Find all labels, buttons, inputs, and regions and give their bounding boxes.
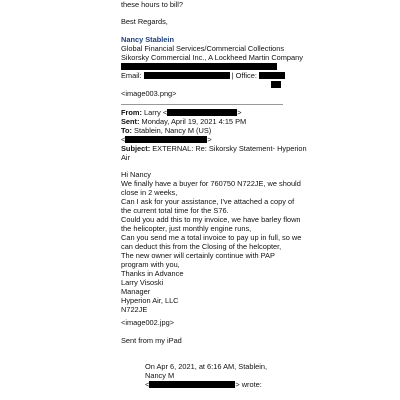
image-ref-block (121, 318, 174, 327)
signature-contact-cont (121, 80, 303, 89)
sent-label: Sent: (121, 117, 140, 126)
to-value: Stablein, Nancy M (US) (134, 126, 212, 135)
quote-open: < (145, 380, 150, 389)
cc-open: < (121, 135, 126, 144)
body-line: can deduct this from the Closing of the helcopter, (121, 242, 282, 251)
subject-value: EXTERNAL: Re: Sikorsky Statement- Hyperion (152, 144, 307, 153)
signature-redacted-line (121, 62, 303, 71)
message-body (121, 170, 301, 314)
quote-line-2: Nancy M (145, 371, 175, 380)
closing-text: Best Regards, (121, 17, 168, 26)
signature-name: Nancy Stablein (121, 35, 174, 44)
body-line: program with you, (121, 260, 180, 269)
top-line: these hours to bill? (121, 0, 184, 9)
sent-value: Monday, April 19, 2021 4:15 PM (141, 117, 247, 126)
body-line: Hi Nancy (121, 170, 151, 179)
quote-close: > wrote: (235, 380, 262, 389)
image-ref: <image002.jpg> (121, 318, 175, 327)
from-close: > (237, 108, 242, 117)
redaction-bar (125, 136, 207, 143)
subject-line-cont: Air (121, 153, 131, 162)
office-label: | Office: (231, 71, 257, 80)
sent-from: Sent from my iPad (121, 336, 182, 345)
body-line: Manager (121, 287, 151, 296)
sent-from-block (121, 336, 182, 345)
body-line: We finally have a buyer for 760750 N722JE, we should (121, 179, 301, 188)
body-line: Can I ask for your assistance, I've attached a copy of (121, 197, 295, 206)
body-line: Thanks in Advance (121, 269, 184, 278)
body-line: the helicopter, just monthly engine runs, (121, 224, 252, 233)
quoted-header (145, 362, 267, 389)
body-line: Can you send me a total invoice to pay up in full, so we (121, 233, 302, 242)
cc-close: > (207, 135, 212, 144)
quote-line-3 (145, 380, 267, 389)
quote-line-1: On Apr 6, 2021, at 6:16 AM, Stablein, (145, 362, 268, 371)
to-line (121, 126, 307, 135)
message-header (121, 108, 307, 162)
closing (121, 17, 168, 26)
signature-image-ref: <image003.png> (121, 89, 177, 98)
previous-message-fragment (121, 0, 183, 9)
body-line: Hyperion Air, LLC (121, 296, 179, 305)
body-line: the current total time for the S76. (121, 206, 229, 215)
redaction-bar (167, 109, 237, 116)
sent-line (121, 117, 307, 126)
to-line-cont (121, 135, 307, 144)
body-line: The new owner will certainly continue with PAP (121, 251, 275, 260)
from-line (121, 108, 307, 117)
email-label: Email: (121, 71, 142, 80)
from-label: From: (121, 108, 142, 117)
body-line: close in 2 weeks, (121, 188, 178, 197)
from-value: Larry < (144, 108, 168, 117)
signature-company: Sikorsky Commercial Inc., A Lockheed Martin Company (121, 53, 303, 62)
subject-label: Subject: (121, 144, 151, 153)
redaction-bar (149, 381, 235, 388)
body-line: Larry Visoski (121, 278, 164, 287)
redaction-bar (259, 72, 285, 79)
signature-block (121, 35, 303, 98)
to-label: To: (121, 126, 132, 135)
body-line: Could you add this to my invoice, we have barley flown (121, 215, 301, 224)
redaction-bar (271, 81, 281, 88)
redaction-bar (121, 63, 277, 70)
header-divider (121, 104, 283, 105)
subject-line (121, 144, 307, 153)
signature-contact (121, 71, 303, 80)
body-line: N722JE (121, 305, 148, 314)
redaction-bar (144, 72, 230, 79)
signature-dept: Global Financial Services/Commercial Collections (121, 44, 285, 53)
